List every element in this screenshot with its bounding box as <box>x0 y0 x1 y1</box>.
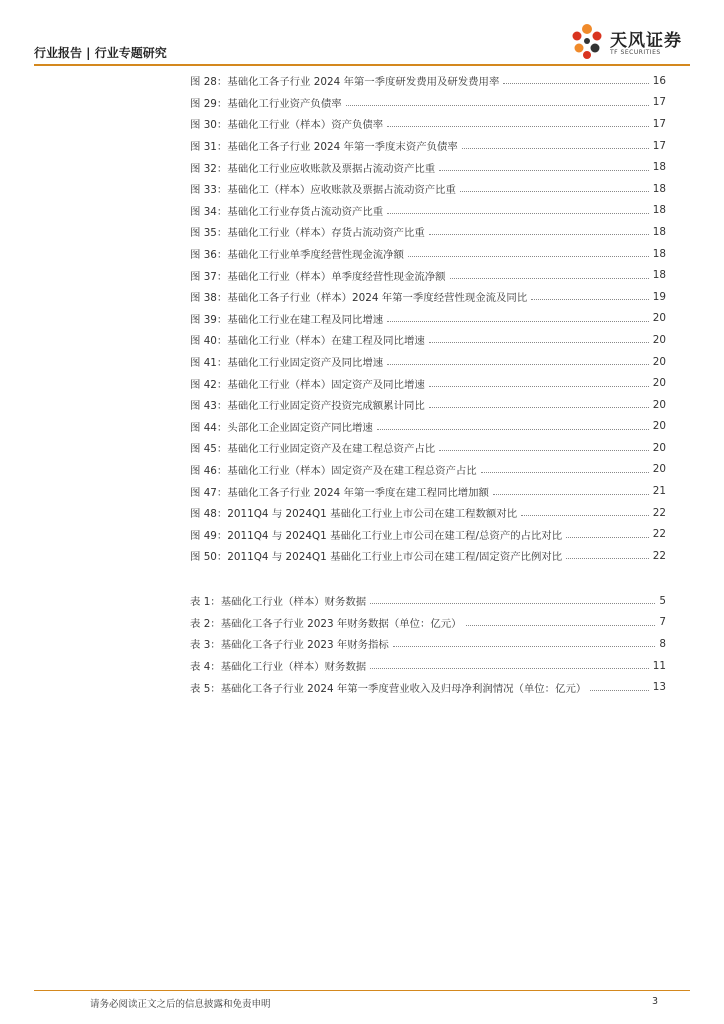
table-entry-label: 表 3：基础化工各子行业 2023 年财务指标 <box>190 639 389 652</box>
figure-entry[interactable] <box>190 416 666 438</box>
dot-leader <box>429 407 649 408</box>
table-entry[interactable] <box>190 590 666 612</box>
figure-entry[interactable] <box>190 113 666 135</box>
figure-entry-page: 21 <box>652 485 666 498</box>
dot-leader <box>387 364 649 365</box>
figure-entry-page: 18 <box>652 247 666 260</box>
figure-entry-label: 图 45：基础化工行业固定资产及在建工程总资产占比 <box>190 443 436 456</box>
figure-entry-page: 20 <box>652 398 666 411</box>
dot-leader <box>387 213 649 214</box>
dot-leader <box>429 386 649 387</box>
figure-entry[interactable] <box>190 329 666 351</box>
table-entry-page: 5 <box>659 594 666 607</box>
figure-entry[interactable] <box>190 437 666 459</box>
table-entry-page: 8 <box>659 637 666 650</box>
figure-entry[interactable] <box>190 351 666 373</box>
figure-entry-label: 图 34：基础化工行业存货占流动资产比重 <box>190 205 384 218</box>
disclaimer-note: 请务必阅读正文之后的信息披露和免责申明 <box>90 999 271 1010</box>
figure-entry-page: 18 <box>652 225 666 238</box>
figure-entry-label: 图 35：基础化工行业（样本）存货占流动资产比重 <box>190 227 425 240</box>
table-entry[interactable] <box>190 655 666 677</box>
table-entry-label: 表 5：基础化工各子行业 2024 年第一季度营业收入及归母净利润情况（单位：亿元） <box>190 682 587 695</box>
figure-entry[interactable] <box>190 523 666 545</box>
figure-entry-page: 20 <box>652 312 666 325</box>
logo-english-name: TF SECURITIES <box>610 49 661 56</box>
figure-entry-label: 图 44：头部化工企业固定资产同比增速 <box>190 421 373 434</box>
figure-entry-page: 20 <box>652 333 666 346</box>
figure-entry-label: 图 50：2011Q4 与 2024Q1 基础化工行业上市公司在建工程/固定资产比例对比 <box>190 551 563 564</box>
dot-leader <box>493 494 649 495</box>
figure-entry-page: 20 <box>652 355 666 368</box>
figure-entry-label: 图 40：基础化工行业（样本）在建工程及同比增速 <box>190 335 425 348</box>
figure-entry-label: 图 32：基础化工行业应收账款及票据占流动资产比重 <box>190 162 436 175</box>
figure-entry-label: 图 41：基础化工行业固定资产及同比增速 <box>190 357 384 370</box>
figure-entry[interactable] <box>190 308 666 330</box>
dot-leader <box>429 234 649 235</box>
figure-entry-label: 图 36：基础化工行业单季度经营性现金流净额 <box>190 249 404 262</box>
figure-entry-label: 图 39：基础化工行业在建工程及同比增速 <box>190 313 384 326</box>
figure-entry-page: 18 <box>652 204 666 217</box>
dot-leader <box>370 668 649 669</box>
dot-leader <box>346 105 649 106</box>
figure-entry-label: 图 28：基础化工各子行业 2024 年第一季度研发费用及研发费用率 <box>190 76 500 89</box>
figure-entry[interactable] <box>190 92 666 114</box>
table-entry-page: 11 <box>652 659 666 672</box>
figure-entry-page: 18 <box>652 161 666 174</box>
figure-entry-label: 图 49：2011Q4 与 2024Q1 基础化工行业上市公司在建工程/总资产的占比对比 <box>190 529 563 542</box>
figure-entry-page: 16 <box>652 74 666 87</box>
figure-entry-label: 图 42：基础化工行业（样本）固定资产及同比增速 <box>190 378 425 391</box>
figure-entry[interactable] <box>190 135 666 157</box>
figure-entry-page: 20 <box>652 420 666 433</box>
figure-entry-label: 图 38：基础化工各子行业（样本）2024 年第一季度经营性现金流及同比 <box>190 292 528 305</box>
dot-leader <box>531 299 649 300</box>
dot-leader <box>466 625 656 626</box>
figure-entry-label: 图 37：基础化工行业（样本）单季度经营性现金流净额 <box>190 270 446 283</box>
dot-leader <box>462 148 649 149</box>
table-entry[interactable] <box>190 612 666 634</box>
dot-leader <box>521 515 649 516</box>
figure-entry[interactable] <box>190 459 666 481</box>
page-number: 3 <box>652 996 659 1007</box>
dot-leader <box>387 126 649 127</box>
figure-entry-label: 图 46：基础化工行业（样本）固定资产及在建工程总资产占比 <box>190 464 477 477</box>
figure-entry-label: 图 48：2011Q4 与 2024Q1 基础化工行业上市公司在建工程数额对比 <box>190 508 518 521</box>
figure-entry-page: 18 <box>652 182 666 195</box>
dot-leader <box>460 191 649 192</box>
figure-entry[interactable] <box>190 156 666 178</box>
table-entry-label: 表 4：基础化工行业（样本）财务数据 <box>190 661 367 674</box>
figure-entry-page: 20 <box>652 377 666 390</box>
figure-entry-page: 20 <box>652 463 666 476</box>
dot-leader <box>387 321 649 322</box>
figure-entry-page: 22 <box>652 528 666 541</box>
figure-entry-page: 22 <box>652 549 666 562</box>
logo-chinese-name: 天风证券 <box>610 31 682 51</box>
figure-entry-page: 18 <box>652 269 666 282</box>
figure-entry-label: 图 29：基础化工行业资产负债率 <box>190 97 342 110</box>
table-entry[interactable] <box>190 676 666 698</box>
figure-entry-label: 图 31：基础化工各子行业 2024 年第一季度末资产负债率 <box>190 141 458 154</box>
figure-list <box>190 70 666 567</box>
table-entry-page: 7 <box>659 616 666 629</box>
figure-entry[interactable] <box>190 70 666 92</box>
figure-entry-page: 22 <box>652 506 666 519</box>
figure-entry[interactable] <box>190 286 666 308</box>
figure-entry[interactable] <box>190 178 666 200</box>
figure-entry-label: 图 30：基础化工行业（样本）资产负债率 <box>190 119 384 132</box>
company-logo <box>568 22 692 62</box>
dot-leader <box>566 537 649 538</box>
dot-leader <box>590 690 649 691</box>
dot-leader <box>429 342 649 343</box>
figure-entry[interactable] <box>190 480 666 502</box>
figure-entry-label: 图 33：基础化工（样本）应收账款及票据占流动资产比重 <box>190 184 456 197</box>
figure-entry[interactable] <box>190 243 666 265</box>
figure-entry-page: 17 <box>652 139 666 152</box>
dot-leader <box>393 646 656 647</box>
dot-leader <box>370 603 655 604</box>
table-list <box>190 590 666 698</box>
header-divider <box>34 64 690 66</box>
dot-leader <box>377 429 649 430</box>
figure-entry[interactable] <box>190 394 666 416</box>
table-entry-label: 表 2：基础化工各子行业 2023 年财务数据（单位：亿元） <box>190 617 462 630</box>
dot-leader <box>450 278 649 279</box>
dot-leader <box>408 256 649 257</box>
figure-entry[interactable] <box>190 264 666 286</box>
figure-entry-page: 19 <box>652 290 666 303</box>
dot-leader <box>439 170 649 171</box>
table-entry-label: 表 1：基础化工行业（样本）财务数据 <box>190 596 367 609</box>
table-entry-page: 13 <box>652 681 666 694</box>
footer-divider <box>34 990 690 991</box>
dot-leader <box>439 450 649 451</box>
report-category: 行业报告 | 行业专题研究 <box>34 46 167 60</box>
figure-entry[interactable] <box>190 545 666 567</box>
dot-leader <box>503 83 648 84</box>
figure-entry-page: 20 <box>652 441 666 454</box>
figure-entry-page: 17 <box>652 96 666 109</box>
table-entry[interactable] <box>190 633 666 655</box>
figure-entry[interactable] <box>190 502 666 524</box>
figure-entry-label: 图 47：基础化工各子行业 2024 年第一季度在建工程同比增加额 <box>190 486 489 499</box>
dot-leader <box>481 472 649 473</box>
dot-leader <box>566 558 649 559</box>
figure-entry[interactable] <box>190 200 666 222</box>
figure-entry-page: 17 <box>652 117 666 130</box>
figure-entry[interactable] <box>190 372 666 394</box>
logo-flower-icon <box>568 22 606 62</box>
figure-entry[interactable] <box>190 221 666 243</box>
figure-entry-label: 图 43：基础化工行业固定资产投资完成额累计同比 <box>190 400 425 413</box>
